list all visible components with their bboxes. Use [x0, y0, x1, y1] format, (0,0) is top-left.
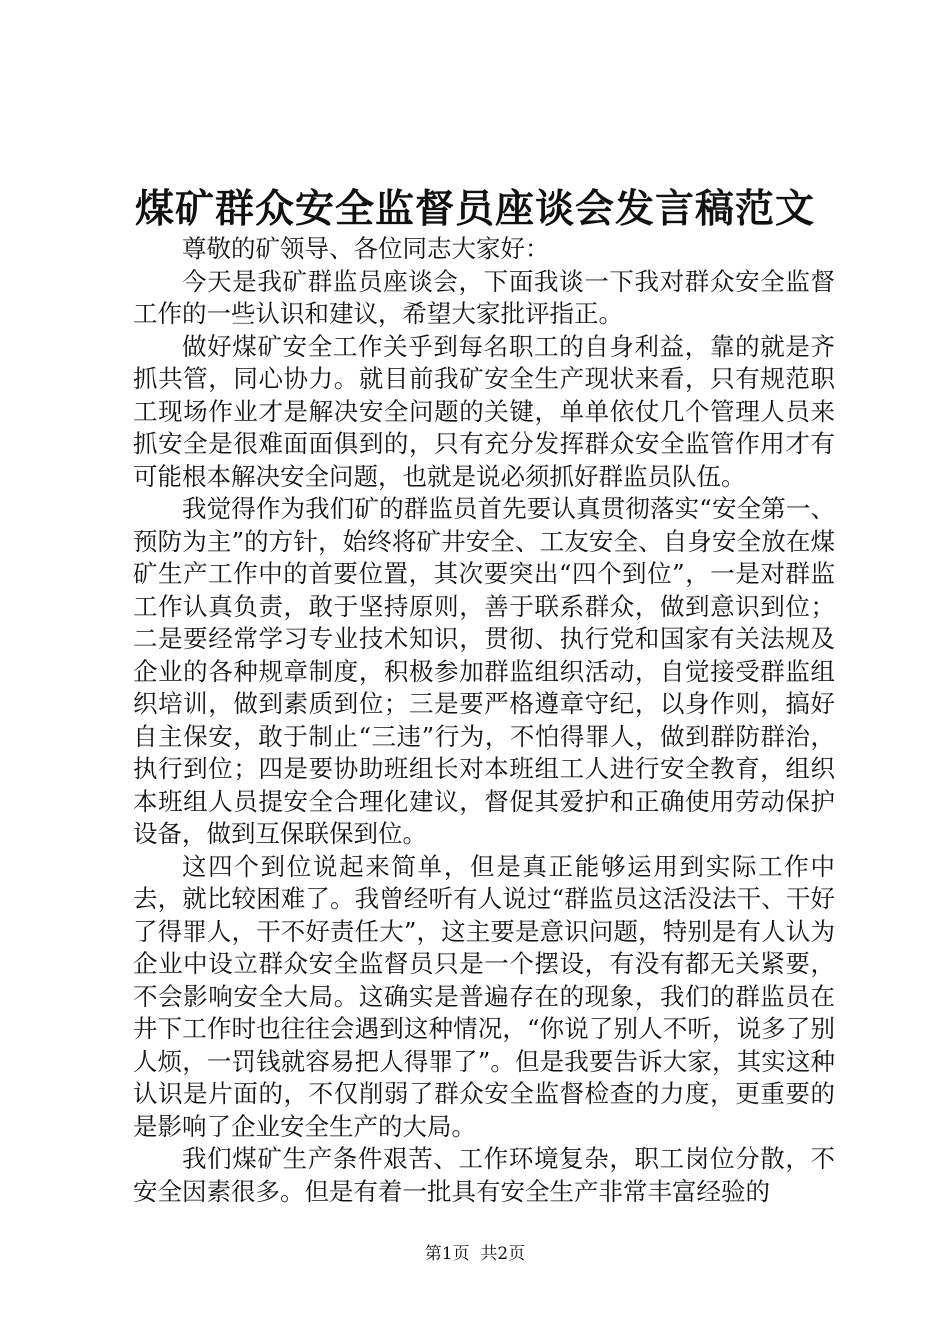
paragraph-4: 这四个到位说起来简单，但是真正能够运用到实际工作中去，就比较困难了。我曾经听有人说过“群监员这活没法干、干好了得罪人，干不好责任大”，这主要是意识问题，特别是有人认为企业中设立群众安全监督员只是一个摆设，有没有都无关紧要，不会影响安全大局。这确实是普遍存在的现象，我们的群监员在井下工作时也往往会遇到这种情况，“你说了别人不听，说多了别人烦，一罚钱就容易把人得罪了”。但是我要告诉大家，其实这种认识是片面的，不仅削弱了群众安全监督检查的力度，更重要的是影响了企业安全生产的大局。: [133, 851, 835, 1141]
page-footer: [0, 1243, 950, 1265]
document-title: 煤矿群众安全监督员座谈会发言稿范文: [134, 186, 815, 232]
paragraph-5: 我们煤矿生产条件艰苦、工作环境复杂，职工岗位分散，不安全因素很多。但是有着一批具有安全生产非常丰富经验的: [133, 1144, 835, 1206]
salutation: 尊敬的矿领导、各位同志大家好：: [182, 234, 550, 263]
paragraph-3: 我觉得作为我们矿的群监员首先要认真贯彻落实“安全第一、预防为主”的方针，始终将矿井安全、工友安全、自身安全放在煤矿生产工作中的首要位置，其次要突出“四个到位”，一是对群监工作认真负责，敢于坚持原则，善于联系群众，做到意识到位；二是要经常学习专业技术知识，贯彻、执行党和国家有关法规及企业的各种规章制度，积极参加群监组织活动，自觉接受群监组织培训，做到素质到位；三是要严格遵章守纪，以身作则，搞好自主保安，敢于制止“三违”行为，不怕得罪人，做到群防群治，执行到位；四是要协助班组长对本班组工人进行安全教育，组织本班组人员提安全合理化建议，督促其爱护和正确使用劳动保护设备，做到互保联保到位。: [133, 494, 835, 848]
paragraph-2: 做好煤矿安全工作关乎到每名职工的自身利益，靠的就是齐抓共管，同心协力。就目前我矿安全生产现状来看，只有规范职工现场作业才是解决安全问题的关键，单单依仗几个管理人员来抓安全是很难面面俱到的，只有充分发挥群众安全监管作用才有可能根本解决安全问题，也就是说必须抓好群监员队伍。: [133, 331, 835, 491]
page-number-label: 第1页 共2页: [424, 1244, 526, 1264]
document-body: [133, 233, 835, 1208]
paragraph-1: 今天是我矿群监员座谈会，下面我谈一下我对群众安全监督工作的一些认识和建议，希望大家批评指正。: [133, 266, 835, 328]
